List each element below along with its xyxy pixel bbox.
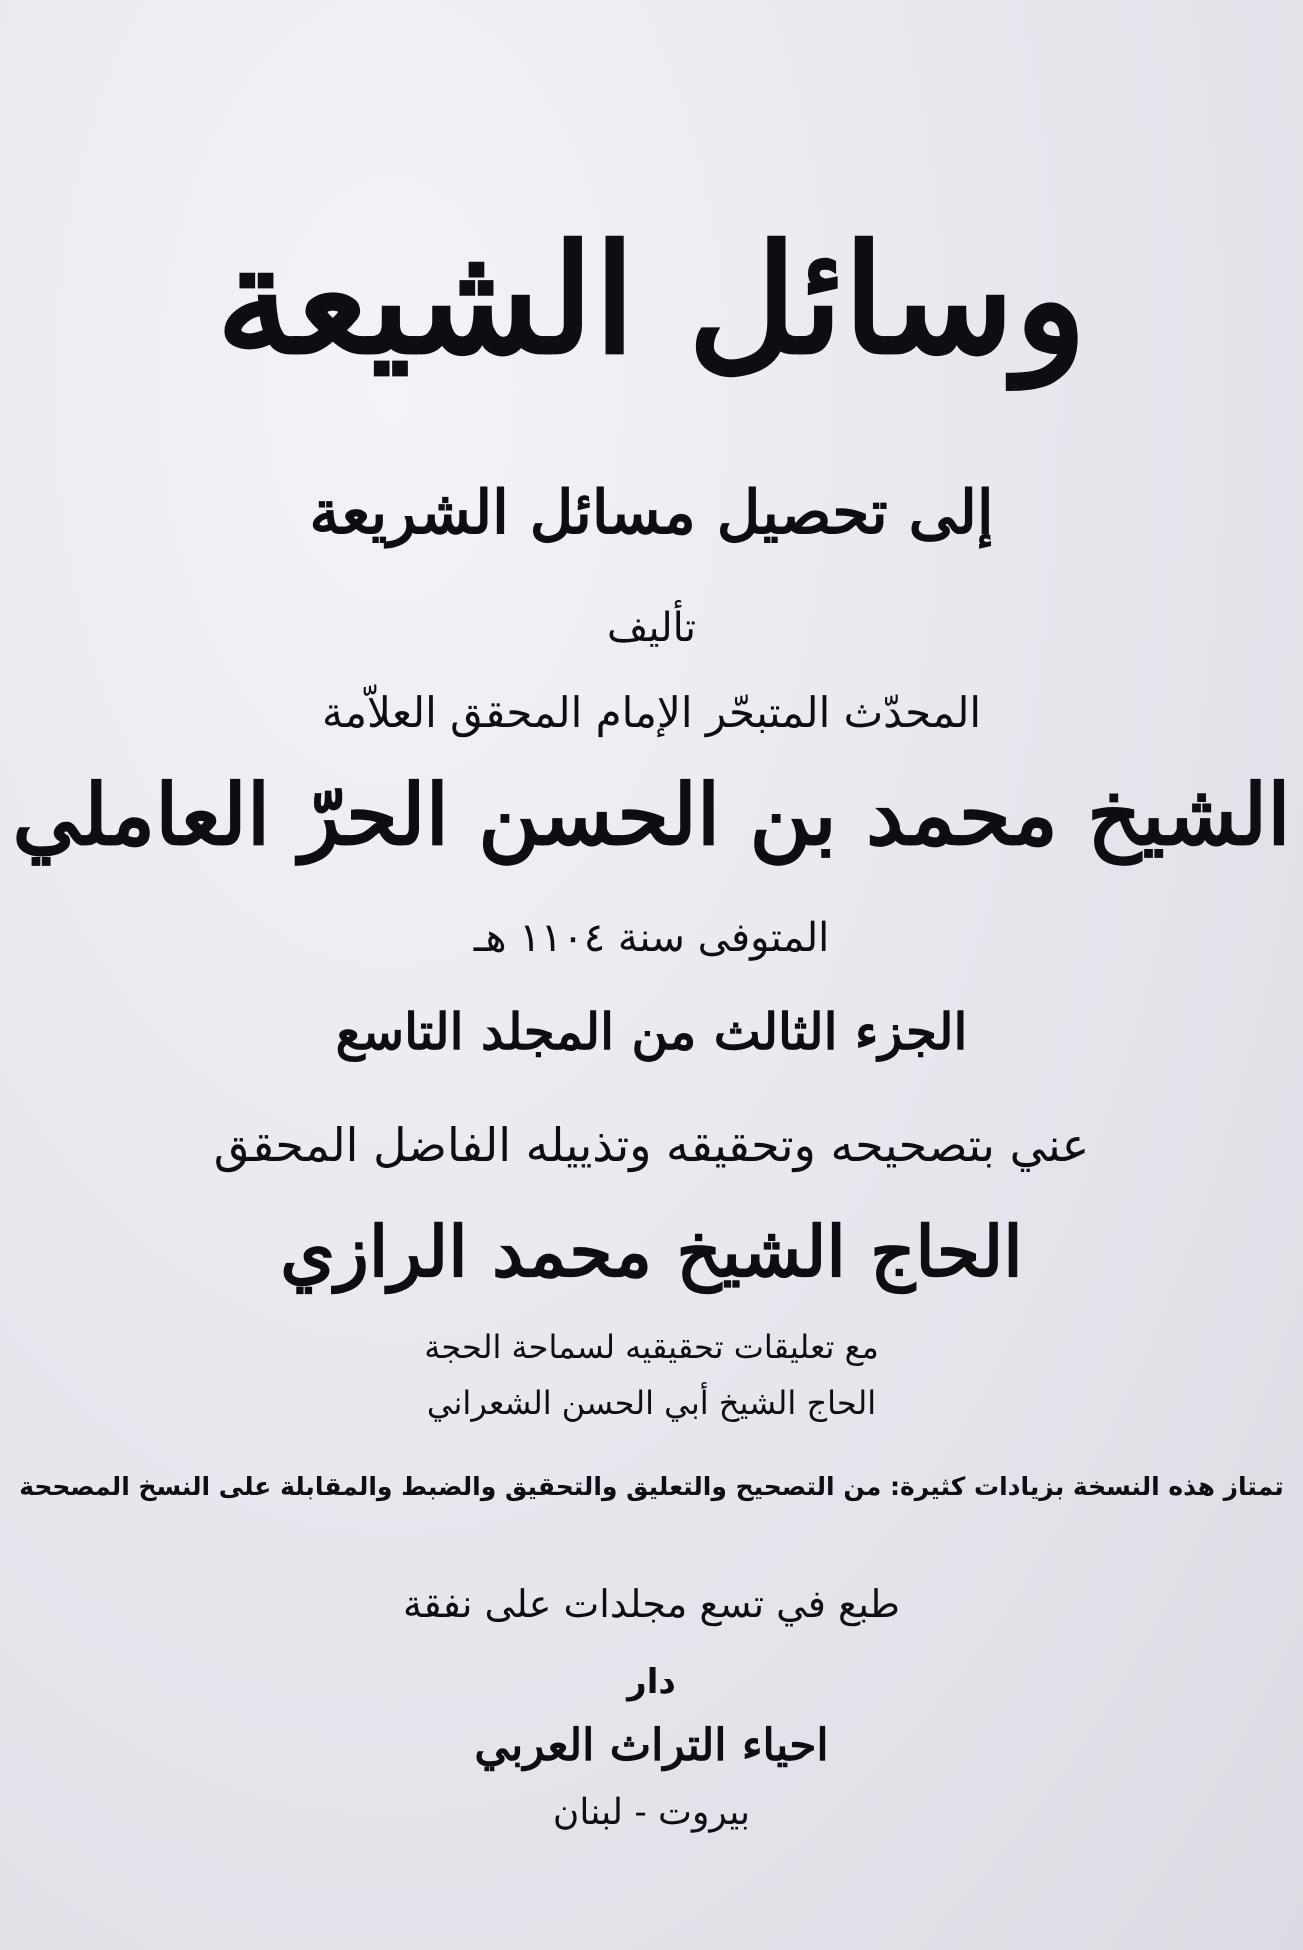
publication-place: بيروت - لبنان	[552, 1792, 751, 1833]
commenter-name: الحاج الشيخ أبي الحسن الشعراني	[426, 1384, 877, 1422]
volume-label: الجزء الثالث من المجلد التاسع	[335, 1002, 968, 1061]
author-epithet: المحدّث المتبحّر الإمام المحقق العلاّمة	[321, 688, 982, 737]
printing-note: طبع في تسع مجلدات على نفقة	[403, 1582, 900, 1626]
authored-by-label: تأليف	[607, 605, 696, 651]
book-subtitle: إلى تحصيل مسائل الشريعة	[309, 478, 994, 548]
dar-label: دار	[627, 1662, 676, 1702]
author-name: الشيخ محمد بن الحسن الحرّ العاملي	[12, 765, 1291, 864]
book-title: وسائل الشيعة	[216, 212, 1087, 388]
author-death-note: المتوفى سنة ١١٠٤ هـ	[473, 915, 830, 961]
comments-note: مع تعليقات تحقيقيه لسماحة الحجة	[424, 1328, 879, 1366]
editing-note: عني بتصحيحه وتحقيقه وتذييله الفاضل المحقق	[213, 1118, 1090, 1172]
edition-note: تمتاز هذه النسخة بزيادات كثيرة: من التصحيح والتعليق والتحقيق والضبط والمقابلة على النسخ المصححة	[19, 1472, 1284, 1501]
publisher-name: احياء التراث العربي	[474, 1720, 829, 1771]
editor-name: الحاج الشيخ محمد الرازي	[280, 1210, 1023, 1293]
